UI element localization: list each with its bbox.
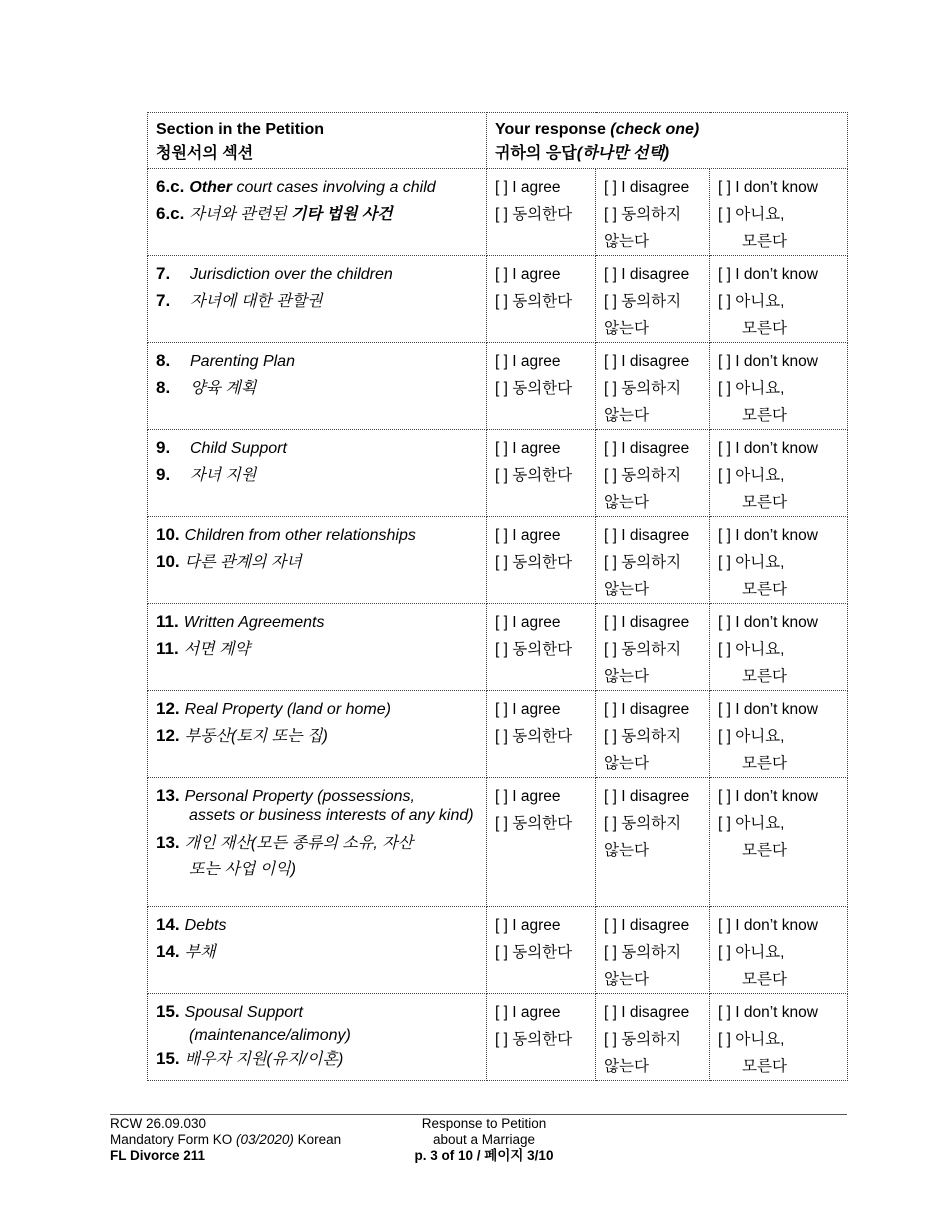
section-number-ko: 12. (156, 726, 180, 745)
section-title-ko: 서면 계약 (183, 641, 250, 658)
dontknow-checkbox-ko[interactable]: [ ] 아니요, (718, 641, 785, 658)
disagree-checkbox-ko[interactable]: [ ] 동의하지 (604, 467, 682, 484)
disagree-option-cell[interactable] (596, 343, 710, 430)
footer-form-label: Mandatory Form KO (110, 1132, 237, 1147)
footer-title-1: Response to Petition (421, 1116, 547, 1131)
dontknow-ko-continued: 모른다 (742, 320, 787, 337)
agree-checkbox[interactable]: [ ] I agree (495, 701, 561, 718)
section-cell (148, 430, 487, 517)
disagree-checkbox-ko[interactable]: [ ] 동의하지 (604, 1031, 682, 1048)
table-row (148, 343, 848, 430)
agree-checkbox-ko[interactable]: [ ] 동의한다 (495, 815, 573, 832)
disagree-checkbox-ko[interactable]: [ ] 동의하지 (604, 641, 682, 658)
agree-checkbox[interactable]: [ ] I agree (495, 179, 561, 196)
agree-option-cell[interactable] (487, 169, 596, 256)
dontknow-ko-continued: 모른다 (742, 494, 787, 511)
footer-form-date: (03/2020) (236, 1132, 294, 1147)
section-title-ko: 자녀에 대한 관할권 (190, 293, 323, 310)
disagree-checkbox-ko[interactable]: [ ] 동의하지 (604, 293, 682, 310)
dontknow-ko-continued: 모른다 (742, 971, 787, 988)
footer-title-2: about a Marriage (432, 1132, 536, 1147)
agree-option-cell[interactable] (487, 343, 596, 430)
section-title-ko: 자녀 지원 (190, 467, 257, 484)
header-check-one: (check one) (610, 121, 700, 138)
agree-option-cell[interactable] (487, 256, 596, 343)
section-number-ko: 14. (156, 942, 180, 961)
section-number: 9. (156, 438, 171, 457)
header-section-en: Section in the Petition (156, 121, 325, 138)
section-number: 10. (156, 525, 180, 544)
dontknow-ko-continued: 모른다 (742, 668, 787, 685)
disagree-ko-continued: 않는다 (604, 842, 649, 859)
dontknow-checkbox[interactable]: [ ] I don’t know (718, 1004, 818, 1021)
disagree-checkbox-ko[interactable]: [ ] 동의하지 (604, 815, 682, 832)
header-check-one-ko: (하나만 선택) (576, 145, 670, 162)
section-number: 14. (156, 915, 180, 934)
dontknow-checkbox-ko[interactable]: [ ] 아니요, (718, 944, 785, 961)
agree-checkbox-ko[interactable]: [ ] 동의한다 (495, 728, 573, 745)
section-cell (148, 343, 487, 430)
disagree-option-cell[interactable] (596, 778, 710, 907)
dontknow-checkbox-ko[interactable]: [ ] 아니요, (718, 554, 785, 571)
section-title-en: court cases involving a child (232, 179, 436, 196)
agree-checkbox[interactable]: [ ] I agree (495, 527, 561, 544)
table-row (148, 256, 848, 343)
section-title-en: Jurisdiction over the children (190, 266, 393, 283)
section-number-ko: 8. (156, 378, 171, 397)
disagree-ko-continued: 않는다 (604, 233, 649, 250)
agree-checkbox[interactable]: [ ] I agree (495, 614, 561, 631)
disagree-checkbox[interactable]: [ ] I disagree (604, 527, 690, 544)
table-header-row (148, 113, 848, 169)
agree-checkbox[interactable]: [ ] I agree (495, 1004, 561, 1021)
dontknow-option-cell[interactable] (710, 778, 848, 907)
dontknow-checkbox[interactable]: [ ] I don’t know (718, 788, 818, 805)
disagree-option-cell[interactable] (596, 604, 710, 691)
header-section-ko: 청원서의 섹션 (156, 145, 254, 162)
disagree-option-cell[interactable] (596, 517, 710, 604)
dontknow-checkbox[interactable]: [ ] I don’t know (718, 266, 818, 283)
dontknow-ko-continued: 모른다 (742, 842, 787, 859)
disagree-ko-continued: 않는다 (604, 494, 649, 511)
page-footer (110, 1114, 847, 1163)
dontknow-checkbox-ko[interactable]: [ ] 아니요, (718, 380, 785, 397)
dontknow-checkbox-ko[interactable]: [ ] 아니요, (718, 467, 785, 484)
disagree-checkbox[interactable]: [ ] I disagree (604, 788, 690, 805)
section-title-en: Real Property (land or home) (184, 701, 391, 718)
dontknow-ko-continued: 모른다 (742, 1058, 787, 1075)
section-number-ko: 13. (156, 833, 180, 852)
disagree-ko-continued: 않는다 (604, 581, 649, 598)
section-number-ko: 10. (156, 552, 180, 571)
header-section-cell (148, 113, 487, 169)
agree-checkbox[interactable]: [ ] I agree (495, 353, 561, 370)
table-row (148, 517, 848, 604)
section-title-ko-continued: 또는 사업 이익) (189, 861, 296, 878)
table-row (148, 604, 848, 691)
agree-checkbox-ko[interactable]: [ ] 동의한다 (495, 293, 573, 310)
dontknow-checkbox[interactable]: [ ] I don’t know (718, 701, 818, 718)
agree-option-cell[interactable] (487, 994, 596, 1081)
section-cell (148, 256, 487, 343)
section-title-ko: 기타 법원 사건 (291, 206, 393, 223)
disagree-option-cell[interactable] (596, 430, 710, 517)
dontknow-checkbox-ko[interactable]: [ ] 아니요, (718, 1031, 785, 1048)
footer-left (110, 1116, 341, 1164)
dontknow-option-cell[interactable] (710, 691, 848, 778)
section-title-en: Parenting Plan (190, 353, 295, 370)
section-cell (148, 604, 487, 691)
header-response-ko-label: 귀하의 응답 (495, 145, 577, 162)
section-title-en-continued: (maintenance/alimony) (189, 1027, 351, 1044)
section-title-ko: 배우자 지원(유지/이혼) (184, 1051, 344, 1068)
section-cell (148, 778, 487, 907)
agree-checkbox[interactable]: [ ] I agree (495, 266, 561, 283)
dontknow-checkbox[interactable]: [ ] I don’t know (718, 440, 818, 457)
dontknow-ko-continued: 모른다 (742, 755, 787, 772)
agree-checkbox[interactable]: [ ] I agree (495, 440, 561, 457)
disagree-checkbox-ko[interactable]: [ ] 동의하지 (604, 380, 682, 397)
footer-form-id: FL Divorce 211 (110, 1148, 206, 1163)
dontknow-checkbox[interactable]: [ ] I don’t know (718, 527, 818, 544)
header-response-en (495, 118, 839, 142)
response-table (147, 112, 848, 1081)
section-title-en: Debts (184, 917, 227, 934)
section-title-ko: 개인 재산(모든 종류의 소유, 자산 (184, 835, 414, 852)
dontknow-checkbox[interactable]: [ ] I don’t know (718, 917, 818, 934)
footer-rcw: RCW 26.09.030 (110, 1116, 207, 1131)
agree-option-cell[interactable] (487, 604, 596, 691)
section-title-emph: Other (189, 179, 233, 196)
section-number-ko: 11. (156, 639, 179, 658)
dontknow-option-cell[interactable] (710, 343, 848, 430)
agree-option-cell[interactable] (487, 430, 596, 517)
dontknow-ko-continued: 모른다 (742, 233, 787, 250)
header-response-cell (487, 113, 848, 169)
table-row (148, 907, 848, 994)
disagree-ko-continued: 않는다 (604, 407, 649, 424)
dontknow-option-cell[interactable] (710, 169, 848, 256)
agree-option-cell[interactable] (487, 907, 596, 994)
footer-form-line (110, 1132, 341, 1148)
section-title-en: Personal Property (possessions, (184, 788, 415, 805)
section-number: 15. (156, 1002, 180, 1021)
disagree-checkbox[interactable]: [ ] I disagree (604, 440, 690, 457)
section-title-en: Children from other relationships (184, 527, 416, 544)
section-number: 13. (156, 786, 180, 805)
dontknow-checkbox-ko[interactable]: [ ] 아니요, (718, 728, 785, 745)
section-title-en: Spousal Support (184, 1004, 303, 1021)
dontknow-option-cell[interactable] (710, 256, 848, 343)
section-cell (148, 994, 487, 1081)
disagree-checkbox[interactable]: [ ] I disagree (604, 701, 690, 718)
section-cell (148, 691, 487, 778)
disagree-checkbox[interactable]: [ ] I disagree (604, 266, 690, 283)
dontknow-ko-continued: 모른다 (742, 581, 787, 598)
disagree-checkbox-ko[interactable]: [ ] 동의하지 (604, 554, 682, 571)
section-title-ko: 양육 계획 (190, 380, 257, 397)
section-title-en-continued: assets or business interests of any kind) (189, 807, 474, 824)
table-row (148, 778, 848, 907)
agree-checkbox[interactable]: [ ] I agree (495, 788, 561, 805)
section-number: 11. (156, 612, 179, 631)
table-row (148, 994, 848, 1081)
table-row (148, 169, 848, 256)
section-title-ko: 부동산(토지 또는 집) (184, 728, 328, 745)
section-number: 12. (156, 699, 180, 718)
footer-form-language: Korean (293, 1132, 342, 1147)
footer-page-number: p. 3 of 10 / 페이지 3/10 (414, 1148, 554, 1163)
agree-checkbox-ko[interactable]: [ ] 동의한다 (495, 1031, 573, 1048)
dontknow-option-cell[interactable] (710, 907, 848, 994)
agree-option-cell[interactable] (487, 517, 596, 604)
agree-checkbox-ko[interactable]: [ ] 동의한다 (495, 641, 573, 658)
header-response-label: Your response (495, 121, 611, 138)
disagree-option-cell[interactable] (596, 907, 710, 994)
dontknow-option-cell[interactable] (710, 517, 848, 604)
section-title-en: Written Agreements (183, 614, 325, 631)
section-cell (148, 907, 487, 994)
agree-checkbox-ko[interactable]: [ ] 동의한다 (495, 944, 573, 961)
section-title-ko: 다른 관계의 자녀 (184, 554, 302, 571)
disagree-ko-continued: 않는다 (604, 320, 649, 337)
disagree-checkbox-ko[interactable]: [ ] 동의하지 (604, 728, 682, 745)
section-title-ko: 부채 (184, 944, 216, 961)
disagree-ko-continued: 않는다 (604, 668, 649, 685)
section-number: 6.c. (156, 177, 185, 196)
dontknow-ko-continued: 모른다 (742, 407, 787, 424)
table-row (148, 430, 848, 517)
header-response-ko (495, 142, 839, 166)
disagree-checkbox[interactable]: [ ] I disagree (604, 353, 690, 370)
section-number-ko: 7. (156, 291, 171, 310)
agree-checkbox[interactable]: [ ] I agree (495, 917, 561, 934)
dontknow-option-cell[interactable] (710, 994, 848, 1081)
dontknow-checkbox-ko[interactable]: [ ] 아니요, (718, 293, 785, 310)
section-cell (148, 169, 487, 256)
section-number-ko: 6.c. (156, 204, 185, 223)
agree-checkbox-ko[interactable]: [ ] 동의한다 (495, 467, 573, 484)
dontknow-checkbox[interactable]: [ ] I don’t know (718, 353, 818, 370)
dontknow-checkbox-ko[interactable]: [ ] 아니요, (718, 206, 785, 223)
dontknow-checkbox[interactable]: [ ] I don’t know (718, 614, 818, 631)
section-number: 7. (156, 264, 171, 283)
dontknow-checkbox-ko[interactable]: [ ] 아니요, (718, 815, 785, 832)
disagree-option-cell[interactable] (596, 691, 710, 778)
section-number-ko: 15. (156, 1049, 180, 1068)
section-cell (148, 517, 487, 604)
disagree-checkbox-ko[interactable]: [ ] 동의하지 (604, 206, 682, 223)
disagree-checkbox[interactable]: [ ] I disagree (604, 179, 690, 196)
disagree-ko-continued: 않는다 (604, 971, 649, 988)
disagree-option-cell[interactable] (596, 994, 710, 1081)
dontknow-option-cell[interactable] (710, 430, 848, 517)
footer-center (410, 1116, 558, 1164)
agree-option-cell[interactable] (487, 691, 596, 778)
disagree-ko-continued: 않는다 (604, 755, 649, 772)
disagree-option-cell[interactable] (596, 169, 710, 256)
agree-option-cell[interactable] (487, 778, 596, 907)
dontknow-checkbox[interactable]: [ ] I don’t know (718, 179, 818, 196)
disagree-option-cell[interactable] (596, 256, 710, 343)
table-row (148, 691, 848, 778)
disagree-ko-continued: 않는다 (604, 1058, 649, 1075)
disagree-checkbox[interactable]: [ ] I disagree (604, 1004, 690, 1021)
disagree-checkbox[interactable]: [ ] I disagree (604, 917, 690, 934)
section-number: 8. (156, 351, 171, 370)
section-title-ko-pre: 자녀와 관련된 (189, 206, 291, 223)
agree-checkbox-ko[interactable]: [ ] 동의한다 (495, 206, 573, 223)
disagree-checkbox-ko[interactable]: [ ] 동의하지 (604, 944, 682, 961)
dontknow-option-cell[interactable] (710, 604, 848, 691)
agree-checkbox-ko[interactable]: [ ] 동의한다 (495, 380, 573, 397)
disagree-checkbox[interactable]: [ ] I disagree (604, 614, 690, 631)
agree-checkbox-ko[interactable]: [ ] 동의한다 (495, 554, 573, 571)
section-number-ko: 9. (156, 465, 171, 484)
section-title-en: Child Support (190, 440, 287, 457)
